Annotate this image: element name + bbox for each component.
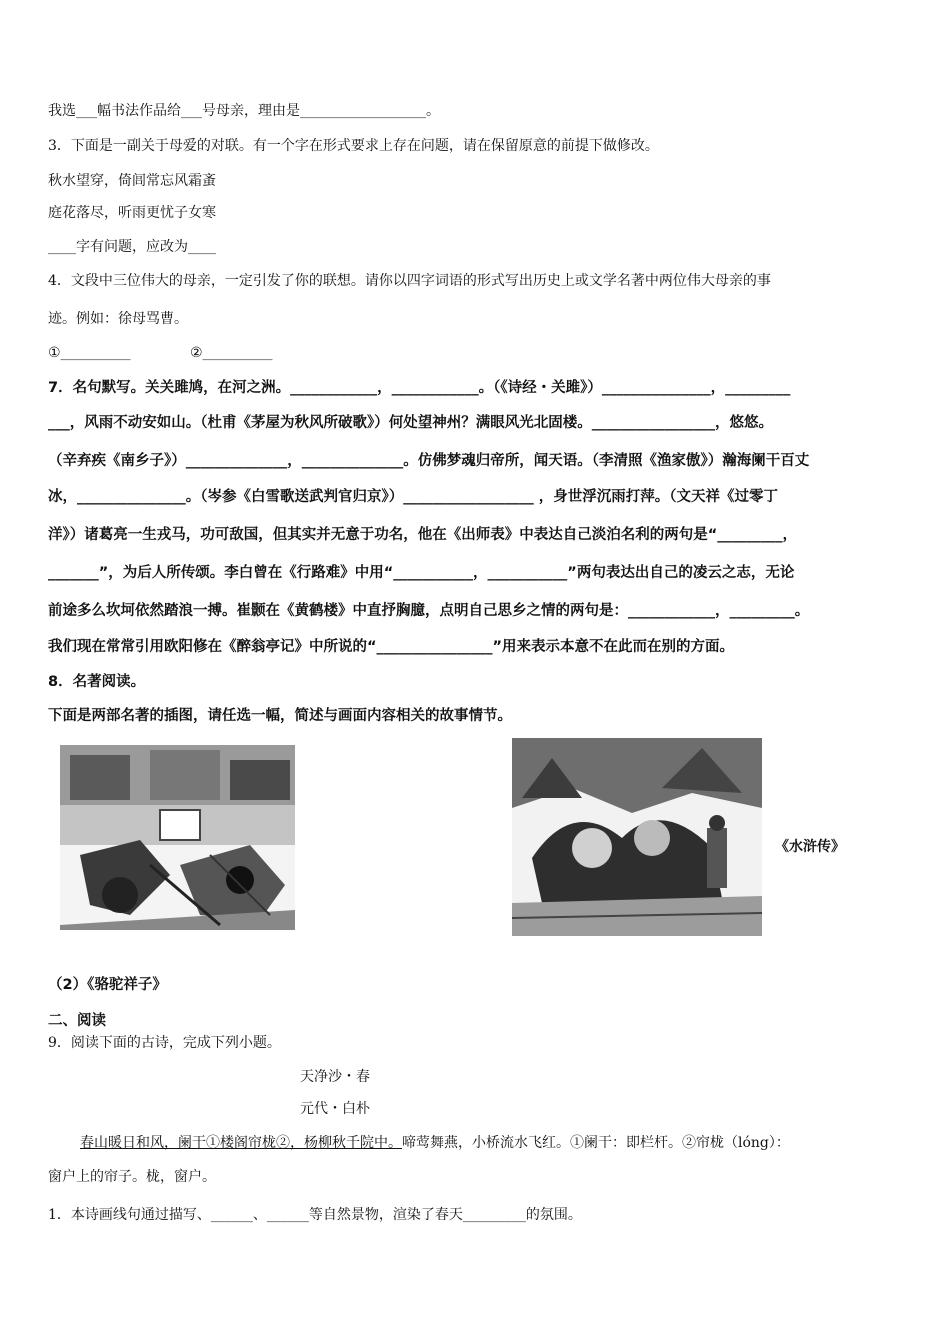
question-7-line-7: 前途多么坎坷依然踏浪一搏。崔颢在《黄鹤楼》中直抒胸臆，点明自己思乡之情的两句是：____________，_________。 — [48, 603, 810, 619]
question-7-line-3: （辛弃疾《南乡子》）______________，______________。仿佛梦魂归帝所，闻天语。（李清照《渔家傲》）瀚海阑干百丈 — [48, 453, 810, 469]
poem-rest: 啼莺舞燕，小桥流水飞红。①阑干：即栏杆。②帘栊（lóng）： — [402, 1135, 790, 1151]
question-7-line-6: _______”，为后人所传颂。李白曾在《行路难》中用“___________，___________”两句表达出自己的凌云之志，无论 — [48, 565, 795, 581]
question-4: 4．文段中三位伟大的母亲，一定引发了你的联想。请你以四字词语的形式写出历史上或文学名著中两位伟大母亲的事 — [48, 273, 771, 289]
shuihu-caption: 《水浒传》 — [775, 839, 845, 855]
poem-title: 天净沙・春 — [300, 1069, 370, 1085]
question-7-line-4: 冰，_______________。（岑参《白雪歌送武判官归京》）__________________ ，身世浮沉雨打萍。（文天祥《过零丁 — [48, 489, 779, 505]
answer-blank-1: ①__________ — [48, 345, 131, 361]
question-7-line-1: 7．名句默写。关关雎鸠，在河之洲。____________，____________。（《诗经・关雎》）_______________，_________ — [48, 380, 791, 396]
xiangzi-illustration — [60, 745, 295, 930]
couplet-line-1: 秋水望穿，倚闾常忘风霜蚉 — [48, 173, 216, 189]
question-9-1: 1．本诗画线句通过描写、______、______等自然景物，渲染了春天_________的氛围。 — [48, 1207, 582, 1223]
poem-underlined-line: 春山暖日和风，阑干①楼阁帘栊②，杨柳秋千院中。 — [80, 1135, 402, 1151]
couplet-line-2: 庭花落尽，听雨更忧子女寒 — [48, 205, 216, 221]
poem-note: 窗户上的帘子。栊，窗户。 — [48, 1169, 216, 1185]
question-7-line-5: 洋》）诸葛亮一生戎马，功可敌国，但其实并无意于功名，他在《出师表》中表达自己淡泊名利的两句是“_________， — [48, 527, 798, 543]
poem-body — [80, 1132, 790, 1154]
correction-line: ____字有问题，应改为____ — [48, 239, 216, 255]
question-7-line-2: ___，风雨不动安如山。（杜甫《茅屋为秋风所破歌》）何处望神州？满眼风光北固楼。_________________，悠悠。 — [48, 415, 773, 431]
shuihu-illustration — [512, 738, 762, 936]
question-9: 9．阅读下面的古诗，完成下列小题。 — [48, 1035, 281, 1051]
question-4-example: 迹。例如：徐母骂曹。 — [48, 311, 188, 327]
question-3: 3．下面是一副关于母爱的对联。有一个字在形式要求上存在问题，请在保留原意的前提下做修改。 — [48, 138, 659, 154]
answer-blank-2: ②__________ — [190, 345, 273, 361]
section-reading-heading: 二、阅读 — [48, 1013, 106, 1029]
poem-author: 元代・白朴 — [300, 1101, 370, 1117]
xiangzi-caption: （2）《骆驼祥子》 — [48, 977, 167, 993]
choice-line: 我选___幅书法作品给___号母亲，理由是__________________。 — [48, 103, 440, 119]
illustration-left-svg — [60, 745, 295, 930]
illustration-right-svg — [512, 738, 762, 936]
question-7-line-8: 我们现在常常引用欧阳修在《醉翁亭记》中所说的“________________”用来表示本意不在此而在别的方面。 — [48, 639, 735, 655]
question-8: 8．名著阅读。 — [48, 674, 146, 690]
question-8-instruction: 下面是两部名著的插图，请任选一幅，简述与画面内容相关的故事情节。 — [48, 708, 512, 724]
